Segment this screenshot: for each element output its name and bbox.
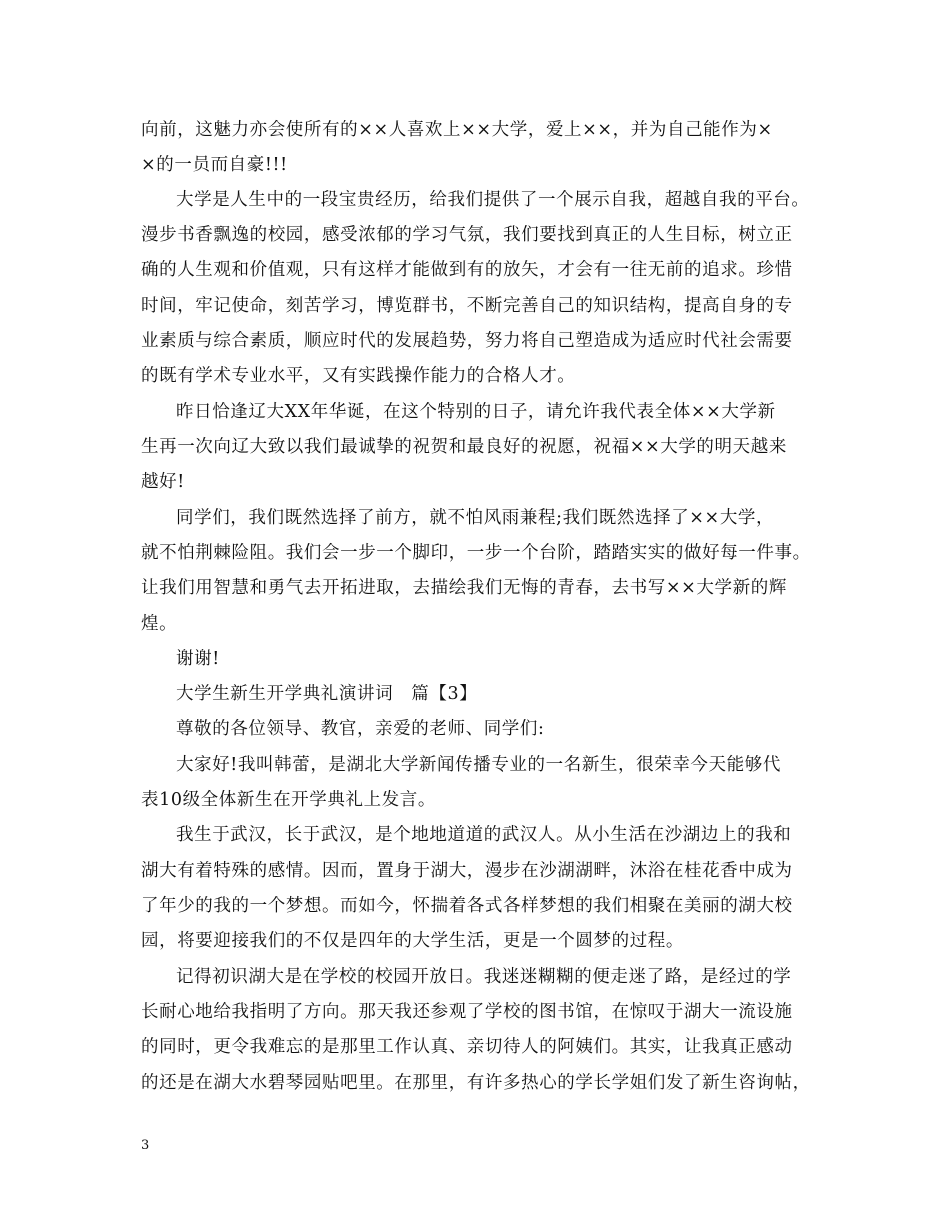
text-line: 记得初识湖大是在学校的校园开放日。我迷迷糊糊的便走迷了路，是经过的学 (176, 967, 792, 987)
text-line: 园，将要迎接我们的不仅是四年的大学生活，更是一个圆梦的过程。 (141, 931, 684, 951)
page-number: 3 (141, 1138, 150, 1153)
text-line: 的既有学术专业水平，又有实践操作能力的合格人才。 (141, 366, 576, 386)
text-line: 谢谢! (176, 649, 220, 669)
text-line: 大学生新生开学典礼演讲词 篇【3】 (176, 684, 478, 704)
text-line: 漫步书香飘逸的校园，感受浓郁的学习气氛，我们要找到真正的人生目标，树立正 (141, 225, 793, 245)
text-line: 的还是在湖大水碧琴园贴吧里。在那里，有许多热心的学长学姐们发了新生咨询帖， (141, 1073, 811, 1093)
text-line: 长耐心地给我指明了方向。那天我还参观了学校的图书馆，在惊叹于湖大一流设施 (141, 1002, 793, 1022)
text-line: 向前，这魅力亦会使所有的××人喜欢上××大学，爱上××，并为自己能作为× (141, 120, 773, 140)
text-line: 同学们，我们既然选择了前方，就不怕风雨兼程;我们既然选择了××大学， (176, 508, 775, 528)
text-line: 生再一次向辽大致以我们最诚挚的祝贺和最良好的祝愿，祝福××大学的明天越来 (141, 437, 787, 457)
text-line: 了年少的我的一个梦想。而如今，怀揣着各式各样梦想的我们相聚在美丽的湖大校 (141, 896, 793, 916)
text-line: 确的人生观和价值观，只有这样才能做到有的放矢，才会有一往无前的追求。珍惜 (141, 260, 793, 280)
text-line: 大学是人生中的一段宝贵经历，给我们提供了一个展示自我，超越自我的平台。 (176, 190, 810, 210)
text-line: 越好! (141, 472, 185, 492)
text-line: 我生于武汉，长于武汉，是个地地道道的武汉人。从小生活在沙湖边上的我和 (176, 825, 792, 845)
text-line: 时间，牢记使命，刻苦学习，博览群书，不断完善自己的知识结构，提高自身的专 (141, 296, 793, 316)
text-line: 煌。 (141, 614, 178, 634)
text-line: 让我们用智慧和勇气去开拓进取，去描绘我们无悔的青春，去书写××大学新的辉 (141, 578, 787, 598)
text-line: 的同时，更令我难忘的是那里工作认真、亲切待人的阿姨们。其实，让我真正感动 (141, 1037, 793, 1057)
text-line: 表10级全体新生在开学典礼上发言。 (141, 790, 436, 810)
text-line: 就不怕荆棘险阻。我们会一步一个脚印，一步一个台阶，踏踏实实的做好每一件事。 (141, 543, 811, 563)
text-line: 大家好!我叫韩蕾，是湖北大学新闻传播专业的一名新生，很荣幸今天能够代 (176, 755, 781, 775)
text-line: 湖大有着特殊的感情。因而，置身于湖大，漫步在沙湖湖畔，沐浴在桂花香中成为 (141, 861, 793, 881)
text-line: 昨日恰逢辽大XX年华诞，在这个特别的日子，请允许我代表全体××大学新 (176, 402, 776, 422)
text-line: 业素质与综合素质，顺应时代的发展趋势，努力将自己塑造成为适应时代社会需要 (141, 331, 793, 351)
text-line: ×的一员而自豪!!! (141, 155, 288, 175)
text-line: 尊敬的各位领导、教官，亲爱的老师、同学们: (176, 719, 545, 739)
